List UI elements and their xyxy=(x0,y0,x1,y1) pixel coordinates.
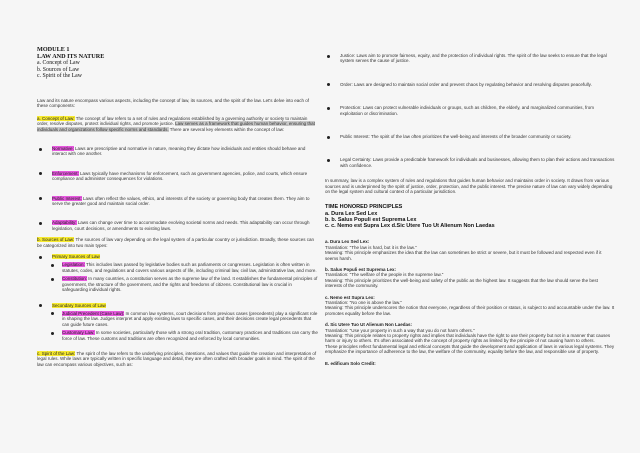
module-item: c. Spirit of the Law xyxy=(37,73,82,80)
left-column xyxy=(37,47,319,374)
list-item: Legislation: This includes laws passed by legislative bodies such as parliaments or congresses. Legislation is often written in statutes, codes, and regulations and covers various aspects of life, including criminal law, civil law, administrative law, and more. xyxy=(37,262,319,273)
principle-heading: d. Sic Utere Tuo Ut Alienum Non Laedas: xyxy=(325,322,413,328)
primary-sources-heading: Primary Sources of Law xyxy=(37,254,319,259)
sources-label: b. Sources of Law: xyxy=(37,237,75,243)
module-subtitle: LAW AND ITS NATURE xyxy=(37,52,105,60)
summary-paragraph: In summary, law is a complex system of rules and regulations that guides human behavior and maintains order in society. It draws from various sources and is underpinned by the spirit of justice, order, protection, and the public interest. The precise nature of law can vary widely depending on the legal system and cultural context of a particular jurisdiction. xyxy=(325,178,613,195)
list-item: Legal Certainty: Laws provide a predictable framework for individuals and businesses, allowing them to plan their actions and transactions with confidence. xyxy=(325,157,615,168)
module-title: MODULE 1 xyxy=(37,46,70,53)
principle-heading: c. Nemo est Supra Lex: xyxy=(325,294,375,300)
principle-translation: Translation: "Use your property in such a way that you do not harm others." xyxy=(325,327,475,333)
list-item: Customary Law: In some societies, particularly those with a strong oral tradition, customary practices and traditions can carry the force of law. These customs and traditions are often recognized and enforced by local communities. xyxy=(37,330,319,341)
principle-translation: Translation: "The law is hard, but it is the law." xyxy=(325,244,417,250)
list-item: Order: Laws are designed to maintain social order and prevent chaos by regulating behavior and resolving disputes peacefully. xyxy=(325,82,615,87)
principle-meaning: Meaning: This principle emphasizes the idea that the law can sometimes be strict or severe, but it must be followed and respected even if it seems harsh. xyxy=(325,250,602,261)
principle-list-item: c. c. Nemo est Supra Lex d.Sic Utere Tuo Ut Alienum Non Laedas xyxy=(325,223,495,230)
list-item: Constitution: In many countries, a constitution serves as the supreme law of the land. It establishes the fundamental principles of government, the structure of the government, and the rights and freedoms of citizens. Constitutional law is crucial in safeguarding individual rights. xyxy=(37,276,319,292)
intro-paragraph: Law and its nature encompass various aspects, including the concept of law, its sources, and the spirit of the law. Let's delve into each of these components: xyxy=(37,97,310,109)
principle-heading: b. Salus Populi est Suprema Lex: xyxy=(325,266,397,272)
spirit-label: c. Spirit of the Law: xyxy=(37,350,76,356)
principle-meaning: Meaning: This principle relates to property rights and implies that individuals have the right to use their property but not in a manner that causes harm or injury to others. It's often associated with the concept of property rights as limited by the principle of not causing harm to others. xyxy=(325,332,611,344)
concept-label: a. Concept of Law: xyxy=(37,115,75,121)
list-item: Judicial Precedent (Case Law): In common law systems, court decisions from previous cases (precedents) play a significant role in shaping the law. Judges interpret and apply existing laws to specific cases, and their decisions create legal precedents that can guide future cases. xyxy=(37,311,319,327)
principle-heading: a. Dura Lex Sed Lex: xyxy=(325,239,370,245)
principle-list-item: b. b. Salus Populi est Suprema Lex xyxy=(325,216,417,223)
principle-translation: Translation: "The welfare of the people is the supreme law." xyxy=(325,272,444,278)
list-item: Normative: Laws are prescriptive and normative in nature, meaning they dictate how individuals and entities should behave and interact with one another. xyxy=(37,146,319,157)
spirit-paragraph: c. Spirit of the Law: The spirit of the law refers to the underlying principles, intentions, and values that guide the creation and interpretation of legal rules. While laws are typically written in specific language and detail, they are often crafted with broader goals in mind. The spirit of the law can encompass various objectives, such as: xyxy=(37,350,317,367)
module-item: a. Concept of Law xyxy=(37,60,80,67)
right-column xyxy=(325,53,615,366)
module-item: b. Sources of Law xyxy=(37,66,80,73)
list-item: Public Interest: The spirit of the law often prioritizes the well-being and interests of the broader community or society. xyxy=(325,134,615,139)
principles-title: TIME HONORED PRINCIPLES xyxy=(325,204,403,211)
secondary-sources-heading: Secondary Sources of Law xyxy=(37,303,319,308)
principle-list-item: a. Dura Lex Sed Lex xyxy=(325,210,378,217)
principle-translation: Translation: "No one is above the law." xyxy=(325,299,402,305)
principle-heading: E. edificum Solo Credit: xyxy=(325,360,376,366)
sources-paragraph: b. Sources of Law: The sources of law vary depending on the legal system of a particular country or jurisdiction. Broadly, these sources can be categorized into two main types: xyxy=(37,237,314,248)
principle-meaning: Meaning: This principle prioritizes the well-being and safety of the public as the highest law. It suggests that the law should serve the best interests of the community. xyxy=(325,277,598,289)
list-item: Protection: Laws can protect vulnerable individuals or groups, such as children, the elderly, and marginalized communities, from exploitation or discrimination. xyxy=(325,105,615,116)
principles-conclusion: These principles reflect fundamental legal and ethical concepts that guide the development and application of laws in various legal systems. They emphasize the importance of adherence to the law, the welfare of the community, equality before the law, and responsible use of property. xyxy=(325,343,615,355)
list-item: Enforcement: Laws typically have mechanisms for enforcement, such as government agencies, police, and courts, which ensure compliance and administer consequences for violations. xyxy=(37,171,319,182)
principle-meaning: Meaning: This principle underscores the notion that everyone, regardless of their position or status, is subject to and accountable under the law. It promotes equality before the law. xyxy=(325,305,615,316)
concept-paragraph: a. Concept of Law: The concept of law refers to a set of rules and regulations established by a governing authority or society to maintain order, resolve disputes, protect individual rights, and promote justice. Law serves as a framework that guides human behavior, ensuring that individuals and organizations follow specific norms and standards. There are several key elements within the concept of law: xyxy=(37,115,315,132)
list-item: Public Interest: Laws often reflect the values, ethics, and interests of the society or governing body that creates them. They aim to serve the greater good and maintain social order. xyxy=(37,196,319,207)
list-item: Adaptability: Laws can change over time to accommodate evolving societal norms and needs. This adaptability can occur through legislation, court decisions, or amendments to existing laws. xyxy=(37,220,319,231)
list-item: Justice: Laws aim to promote fairness, equity, and the protection of individual rights. The spirit of the law seeks to ensure that the legal system serves the cause of justice. xyxy=(325,53,615,64)
